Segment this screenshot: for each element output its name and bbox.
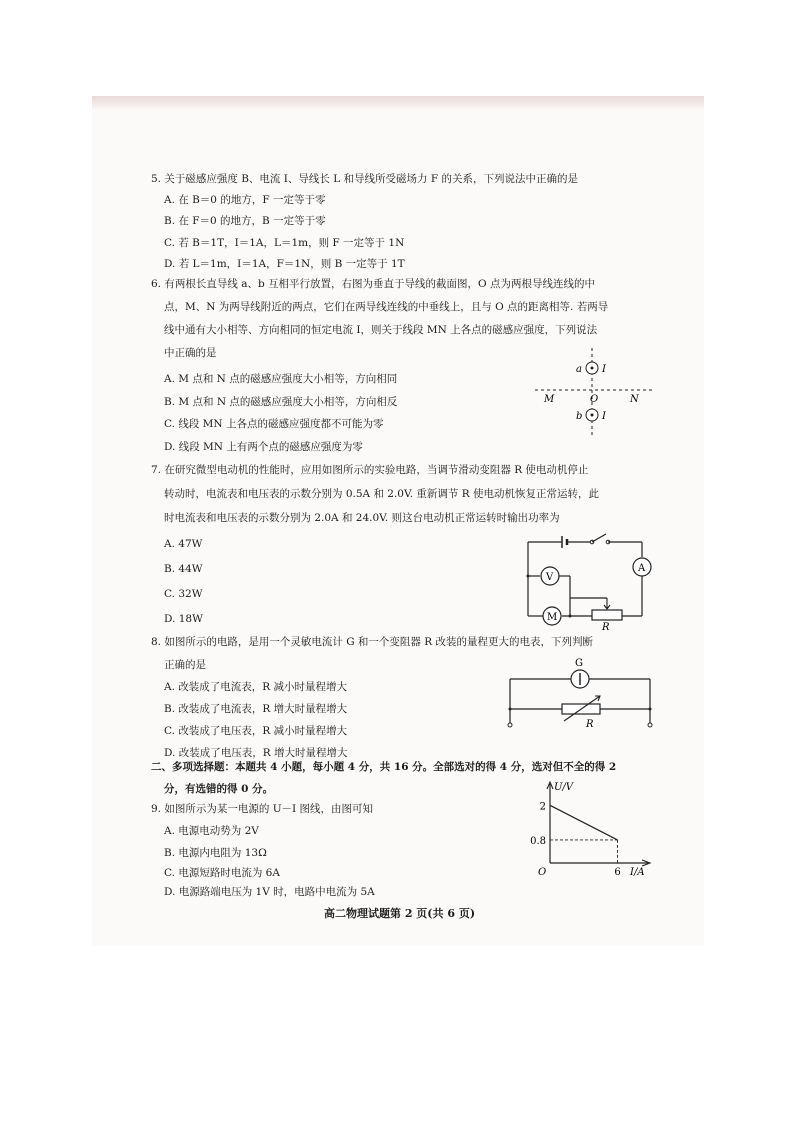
q8-stem-line-2: 正确的是	[164, 659, 206, 671]
section-2-heading-line-2: 分，有选错的得 0 分。	[164, 783, 274, 795]
q8-option-d: D. 改装成了电压表，R 增大时量程增大	[164, 747, 348, 759]
variable-resistor-label: R	[586, 719, 594, 730]
q6-stem-line-2: 点，M、N 为两导线附近的两点，它们在两导线连线的中垂线上，且与 O 点的距离相等. 若两导	[164, 301, 609, 313]
q6-option-c: C. 线段 MN 上各点的磁感应强度都不可能为零	[164, 418, 384, 430]
page-top-band	[92, 96, 704, 110]
q5-option-c: C. 若 B＝1T，I＝1A，L＝1m，则 F 一定等于 1N	[164, 237, 405, 249]
q7-option-c: C. 32W	[164, 588, 203, 600]
y-axis-label: U/V	[554, 782, 574, 793]
q8-meter-circuit	[500, 654, 665, 734]
q7-option-d: D. 18W	[164, 613, 203, 625]
ui-graph	[530, 778, 660, 878]
wire-b-dot	[591, 414, 594, 417]
q6-stem-line-1: 6. 有两根长直导线 a、b 互相平行放置，右图为垂直于导线的截面图，O 点为两根导线连线的中	[151, 278, 595, 290]
q9-option-b: B. 电源内电阻为 13Ω	[164, 847, 267, 859]
q9-option-d: D. 电源路端电压为 1V 时，电路中电流为 5A	[164, 886, 375, 898]
x-tick-label: 6	[614, 867, 621, 878]
wire-b-label: b	[576, 411, 583, 422]
q7-option-a: A. 47W	[164, 538, 203, 550]
point-n-label: N	[630, 394, 639, 405]
q7-stem-line-3: 时电流表和电压表的示数分别为 2.0A 和 24.0V. 则这台电动机正常运转时输出功率为	[164, 512, 560, 524]
q6-option-d: D. 线段 MN 上有两个点的磁感应强度为零	[164, 441, 363, 453]
q8-stem-line-1: 8. 如图所示的电路，是用一个灵敏电流计 G 和一个变阻器 R 改装的量程更大的电表，下列判断	[151, 636, 593, 648]
q7-stem-line-1: 7. 在研究微型电动机的性能时，应用如图所示的实验电路，当调节滑动变阻器 R 使电动机停止	[151, 464, 589, 476]
q5-stem: 5. 关于磁感应强度 B、电流 I、导线长 L 和导线所受磁场力 F 的关系，下列说法中正确的是	[151, 173, 579, 185]
q8-option-c: C. 改装成了电压表，R 减小时量程增大	[164, 725, 348, 737]
wire-a-label: a	[576, 364, 582, 375]
motor-label: M	[547, 612, 558, 623]
q9-stem: 9. 如图所示为某一电源的 U－I 图线，由图可知	[151, 803, 374, 815]
q6-stem-line-3: 线中通有大小相等、方向相同的恒定电流 I，则关于线段 MN 上各点的磁感应强度，下列说法	[164, 324, 598, 336]
origin-label: O	[538, 867, 547, 878]
galvanometer-label: G	[575, 658, 583, 669]
ui-series-line	[550, 805, 618, 840]
y-tick-label: 0.8	[530, 835, 546, 847]
q8-option-b: B. 改装成了电流表，R 增大时量程增大	[164, 703, 348, 715]
q6-option-a: A. M 点和 N 点的磁感应强度大小相等，方向相同	[164, 373, 398, 385]
q7-motor-circuit	[520, 530, 660, 630]
wire-b-current-label: I	[602, 411, 606, 422]
ammeter-label: A	[638, 563, 646, 574]
point-o-label: O	[590, 394, 599, 405]
y-tick-label: 2	[539, 801, 546, 813]
q6-option-b: B. M 点和 N 点的磁感应强度大小相等，方向相反	[164, 396, 398, 408]
point-m-label: M	[544, 394, 555, 405]
rheostat-label: R	[602, 622, 610, 630]
section-2-heading-line-1: 二、多项选择题：本题共 4 小题，每小题 4 分，共 16 分。全部选对的得 4 分，选对但不全的得 2	[151, 761, 617, 773]
q9-option-a: A. 电源电动势为 2V	[164, 825, 259, 837]
q9-option-c: C. 电源短路时电流为 6A	[164, 867, 280, 879]
page-footer: 高二物理试题第 2 页(共 6 页)	[324, 907, 476, 920]
rheostat-slider	[604, 598, 610, 609]
wire-a-dot	[591, 367, 594, 370]
wire-a-current-label: I	[602, 364, 606, 375]
voltmeter-label: V	[546, 572, 554, 583]
q5-option-a: A. 在 B＝0 的地方，F 一定等于零	[164, 194, 326, 206]
q7-option-b: B. 44W	[164, 563, 203, 575]
q7-stem-line-2: 转动时，电流表和电压表的示数分别为 0.5A 和 2.0V. 重新调节 R 使电动机恢复正常运转，此	[164, 488, 599, 500]
q6-stem-line-4: 中正确的是	[164, 347, 217, 359]
x-axis-label: I/A	[630, 867, 645, 878]
rheostat-icon	[592, 610, 622, 620]
q8-option-a: A. 改装成了电流表，R 减小时量程增大	[164, 681, 348, 693]
q5-option-b: B. 在 F＝0 的地方，B 一定等于零	[164, 215, 326, 227]
q6-wires-figure	[530, 345, 660, 440]
switch	[592, 534, 606, 542]
q5-option-d: D. 若 L＝1m，I＝1A，F＝1N，则 B 一定等于 1T	[164, 258, 405, 270]
